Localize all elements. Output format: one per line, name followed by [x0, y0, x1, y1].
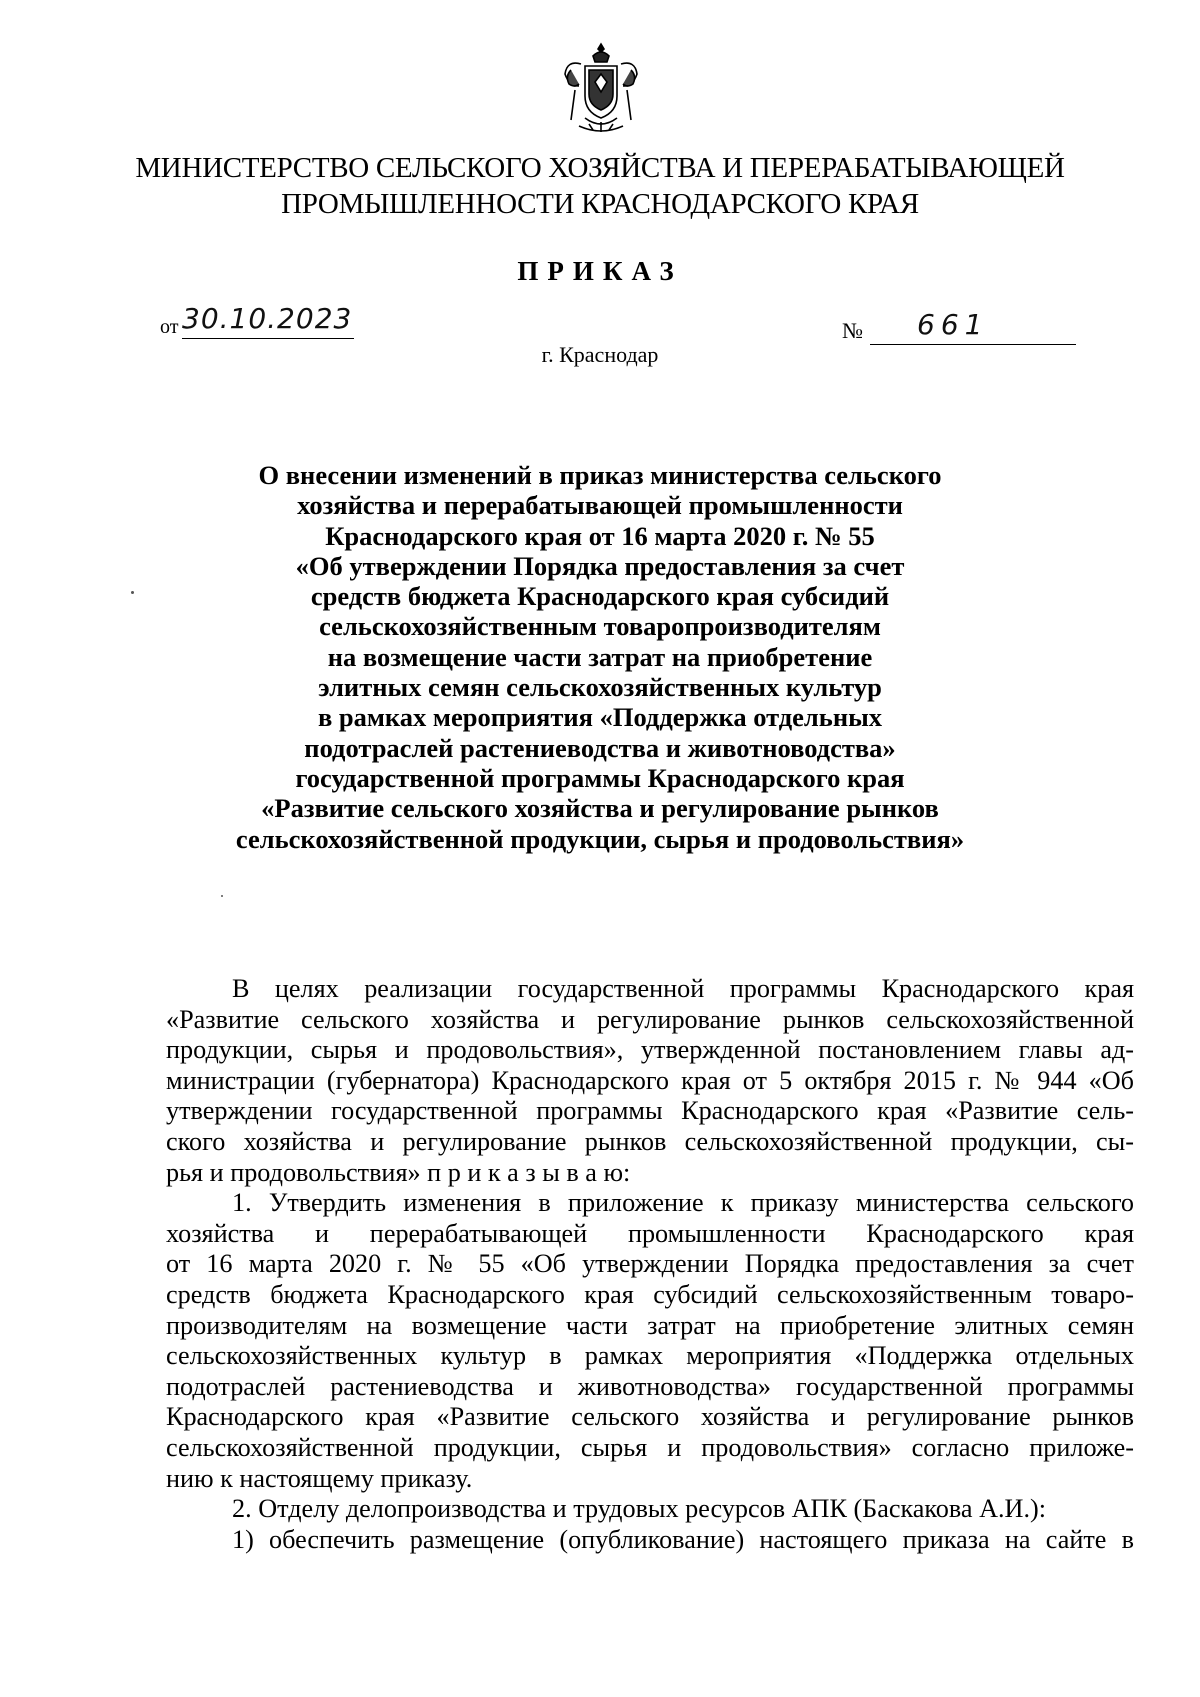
scan-speck — [221, 895, 223, 897]
date-value: 30.10.2023 — [182, 302, 353, 335]
subject-line: элитных семян сельскохозяйственных культур — [318, 672, 882, 703]
body-line: от 16 марта 2020 г. № 55 «Об утверждении Порядка предоставления за счет — [166, 1249, 1134, 1279]
date-underline — [182, 338, 354, 339]
body-line: Краснодарского края «Развитие сельского хозяйства и регулирование рынков — [166, 1402, 1134, 1432]
body-line: 2. Отделу делопроизводства и трудовых ресурсов АПК (Баскакова А.И.): — [232, 1494, 1047, 1524]
body-line: подотраслей растениеводства и животноводства» государственной программы — [166, 1371, 1134, 1401]
coat-of-arms-emblem — [559, 40, 643, 136]
subject-line: в рамках мероприятия «Поддержка отдельных — [317, 702, 883, 733]
body-line: министрации (губернатора) Краснодарского края от 5 октября 2015 г. № 944 «Об — [166, 1065, 1134, 1095]
body-line: сельскохозяйственных культур в рамках мероприятия «Поддержка отдельных — [166, 1341, 1134, 1371]
ministry-name-line2: ПРОМЫШЛЕННОСТИ КРАСНОДАРСКОГО КРАЯ — [281, 188, 919, 220]
number-value: 661 — [917, 308, 989, 341]
subject-line: подотраслей растениеводства и животноводства» — [304, 732, 896, 763]
scan-speck — [131, 591, 134, 594]
subject-line: хозяйства и перерабатывающей промышленности — [297, 490, 903, 521]
city: г. Краснодар — [541, 342, 659, 367]
date-prefix: от — [160, 316, 179, 338]
ministry-name-line1: МИНИСТЕРСТВО СЕЛЬСКОГО ХОЗЯЙСТВА И ПЕРЕРАБАТЫВАЮЩЕЙ — [135, 152, 1065, 184]
body-line: рья и продовольствия» п р и к а з ы в а ю: — [166, 1157, 631, 1187]
body-line: средств бюджета Краснодарского края субсидий сельскохозяйственным товаро- — [166, 1279, 1134, 1309]
body-line: продукции, сырья и продовольствия», утвержденной постановлением главы ад- — [166, 1035, 1134, 1065]
document-type: ПРИКАЗ — [517, 256, 683, 286]
subject-line: на возмещение части затрат на приобретение — [327, 641, 873, 672]
subject-line: «Об утверждении Порядка предоставления за счет — [295, 550, 905, 581]
number-prefix: № — [842, 318, 863, 343]
body-line: сельскохозяйственной продукции, сырья и продовольствия» согласно приложе- — [166, 1432, 1134, 1462]
body-line: 1. Утвердить изменения в приложение к приказу министерства сельского — [232, 1188, 1134, 1218]
body-line: 1) обеспечить размещение (опубликование) настоящего приказа на сайте в — [232, 1524, 1134, 1554]
subject-line: «Развитие сельского хозяйства и регулирование рынков — [261, 793, 939, 824]
ministry-name — [100, 150, 1100, 222]
body-line: утверждении государственной программы Краснодарского края «Развитие сель- — [166, 1096, 1134, 1126]
body-line: хозяйства и перерабатывающей промышленности Краснодарского края — [166, 1218, 1134, 1248]
subject-line: средств бюджета Краснодарского края субсидий — [310, 581, 890, 612]
body-line: нию к настоящему приказу. — [166, 1463, 473, 1493]
subject-line: сельскохозяйственной продукции, сырья и продовольствия» — [235, 823, 965, 854]
subject-line: Краснодарского края от 16 марта 2020 г. № 55 — [325, 520, 875, 551]
body-line: В целях реализации государственной программы Краснодарского края — [232, 974, 1134, 1003]
subject-line: сельскохозяйственным товаропроизводителям — [319, 611, 881, 642]
body-line: ского хозяйства и регулирование рынков сельскохозяйственной продукции, сы- — [166, 1126, 1134, 1156]
order-subject — [180, 460, 1020, 854]
body-line: «Развитие сельского хозяйства и регулирование рынков сельскохозяйственной — [166, 1004, 1134, 1034]
body-line: производителям на возмещение части затрат на приобретение элитных семян — [166, 1310, 1134, 1340]
subject-line: государственной программы Краснодарского края — [295, 762, 905, 793]
order-body — [166, 974, 1134, 1555]
subject-line: О внесении изменений в приказ министерства сельского — [258, 460, 942, 490]
